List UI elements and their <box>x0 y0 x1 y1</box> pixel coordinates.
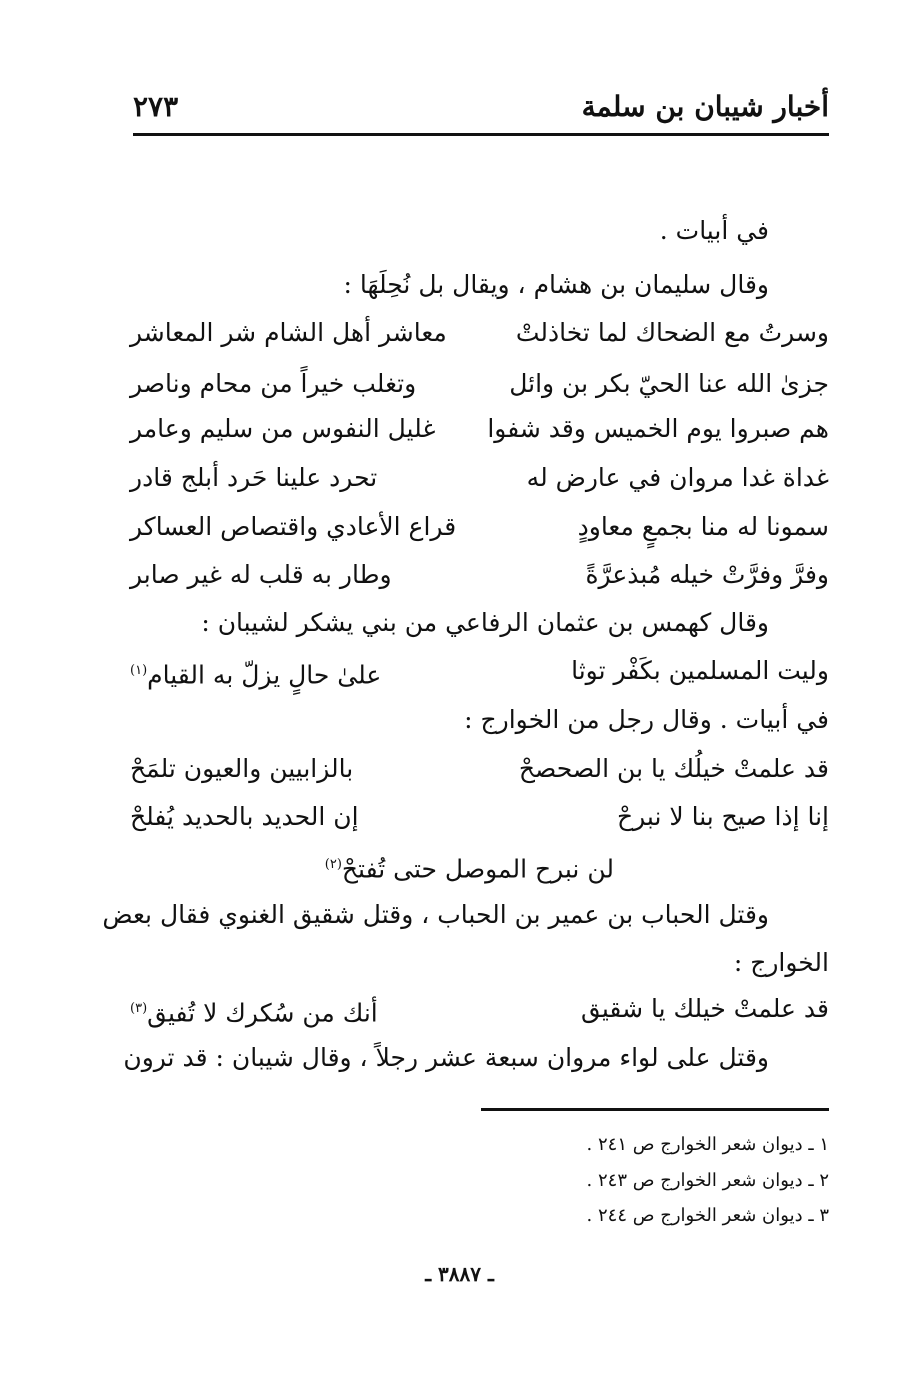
verse-first-hemistich: سمونا له منا بجمعٍ معاودٍ <box>577 512 829 541</box>
verse-first-hemistich: قد علمتْ خيلُك يا بن الصحصحْ <box>518 754 829 783</box>
text-line: الخوارج : <box>733 948 829 977</box>
text-line: وقتل الحباب بن عمير بن الحباب ، وقتل شقيق الغنوي فقال بعض <box>102 900 769 929</box>
verse-second-hemistich <box>130 992 378 1030</box>
verse-second-hemistich: إن الحديد بالحديد يُفلحْ <box>130 802 359 831</box>
verse-second-hemistich: تحرد علينا حَرد أبلج قادر <box>130 463 378 492</box>
verse-centered <box>325 848 614 886</box>
verse-text: لن نبرح الموصل حتى تُفتحْ <box>341 854 614 884</box>
verse-first-hemistich: قد علمتْ خيلك يا شقيق <box>581 994 829 1023</box>
running-title: أخبار شيبان بن سلمة <box>581 90 829 123</box>
running-header <box>133 80 829 136</box>
text-line: وقال سليمان بن هشام ، ويقال بل نُحِلَهَا : <box>343 270 769 299</box>
footnote-marker: (١) <box>130 663 148 678</box>
verse-second-hemistich <box>130 654 381 692</box>
verse-first-hemistich: جزىٰ الله عنا الحيّ بكر بن وائل <box>509 369 829 398</box>
verse-first-hemistich: غداة غدا مروان في عارض له <box>526 463 829 492</box>
verse-first-hemistich: وفرَّ وفرَّتْ خيله مُبذعرَّةً <box>585 560 829 589</box>
verse-second-hemistich: غليل النفوس من سليم وعامر <box>130 414 436 443</box>
footnote: ١ ـ ديوان شعر الخوارج ص ٢٤١ . <box>586 1134 829 1155</box>
verse-second-hemistich: قراع الأعادي واقتصاص العساكر <box>130 512 457 541</box>
text-line: وقال كهمس بن عثمان الرفاعي من بني يشكر لشيبان : <box>201 608 769 637</box>
page-number: ـ ٣٨٨٧ ـ <box>425 1262 494 1286</box>
verse-first-hemistich: هم صبروا يوم الخميس وقد شفوا <box>487 414 829 443</box>
verse-second-hemistich: وطار به قلب له غير صابر <box>130 560 392 589</box>
verse-text: علىٰ حالٍ يزلّ به القيام <box>147 660 382 690</box>
footnote: ٢ ـ ديوان شعر الخوارج ص ٢٤٣ . <box>586 1170 829 1191</box>
footnote-marker: (٣) <box>130 1001 148 1016</box>
verse-first-hemistich: إنا إذا صيح بنا لا نبرحْ <box>617 802 829 831</box>
text-line: في أبيات . <box>659 216 769 245</box>
text-line: وقتل على لواء مروان سبعة عشر رجلاً ، وقال شيبان : قد ترون <box>123 1043 769 1072</box>
verse-second-hemistich: وتغلب خيراً من محام وناصر <box>130 369 417 398</box>
footnote: ٣ ـ ديوان شعر الخوارج ص ٢٤٤ . <box>586 1205 829 1226</box>
verse-first-hemistich: وسرتُ مع الضحاك لما تخاذلتْ <box>515 318 829 347</box>
verse-second-hemistich: بالزابيين والعيون تلمَحْ <box>130 754 354 783</box>
header-page-number: ٢٧٣ <box>133 90 179 123</box>
footnote-separator <box>481 1108 829 1111</box>
verse-first-hemistich: وليت المسلمين بكَفْر توثا <box>571 656 829 685</box>
text-line: في أبيات . وقال رجل من الخوارج : <box>464 705 829 734</box>
footnote-marker: (٢) <box>324 857 342 872</box>
verse-text: أنك من سُكرك لا تُفيق <box>147 998 378 1028</box>
verse-second-hemistich: معاشر أهل الشام شر المعاشر <box>130 318 447 347</box>
